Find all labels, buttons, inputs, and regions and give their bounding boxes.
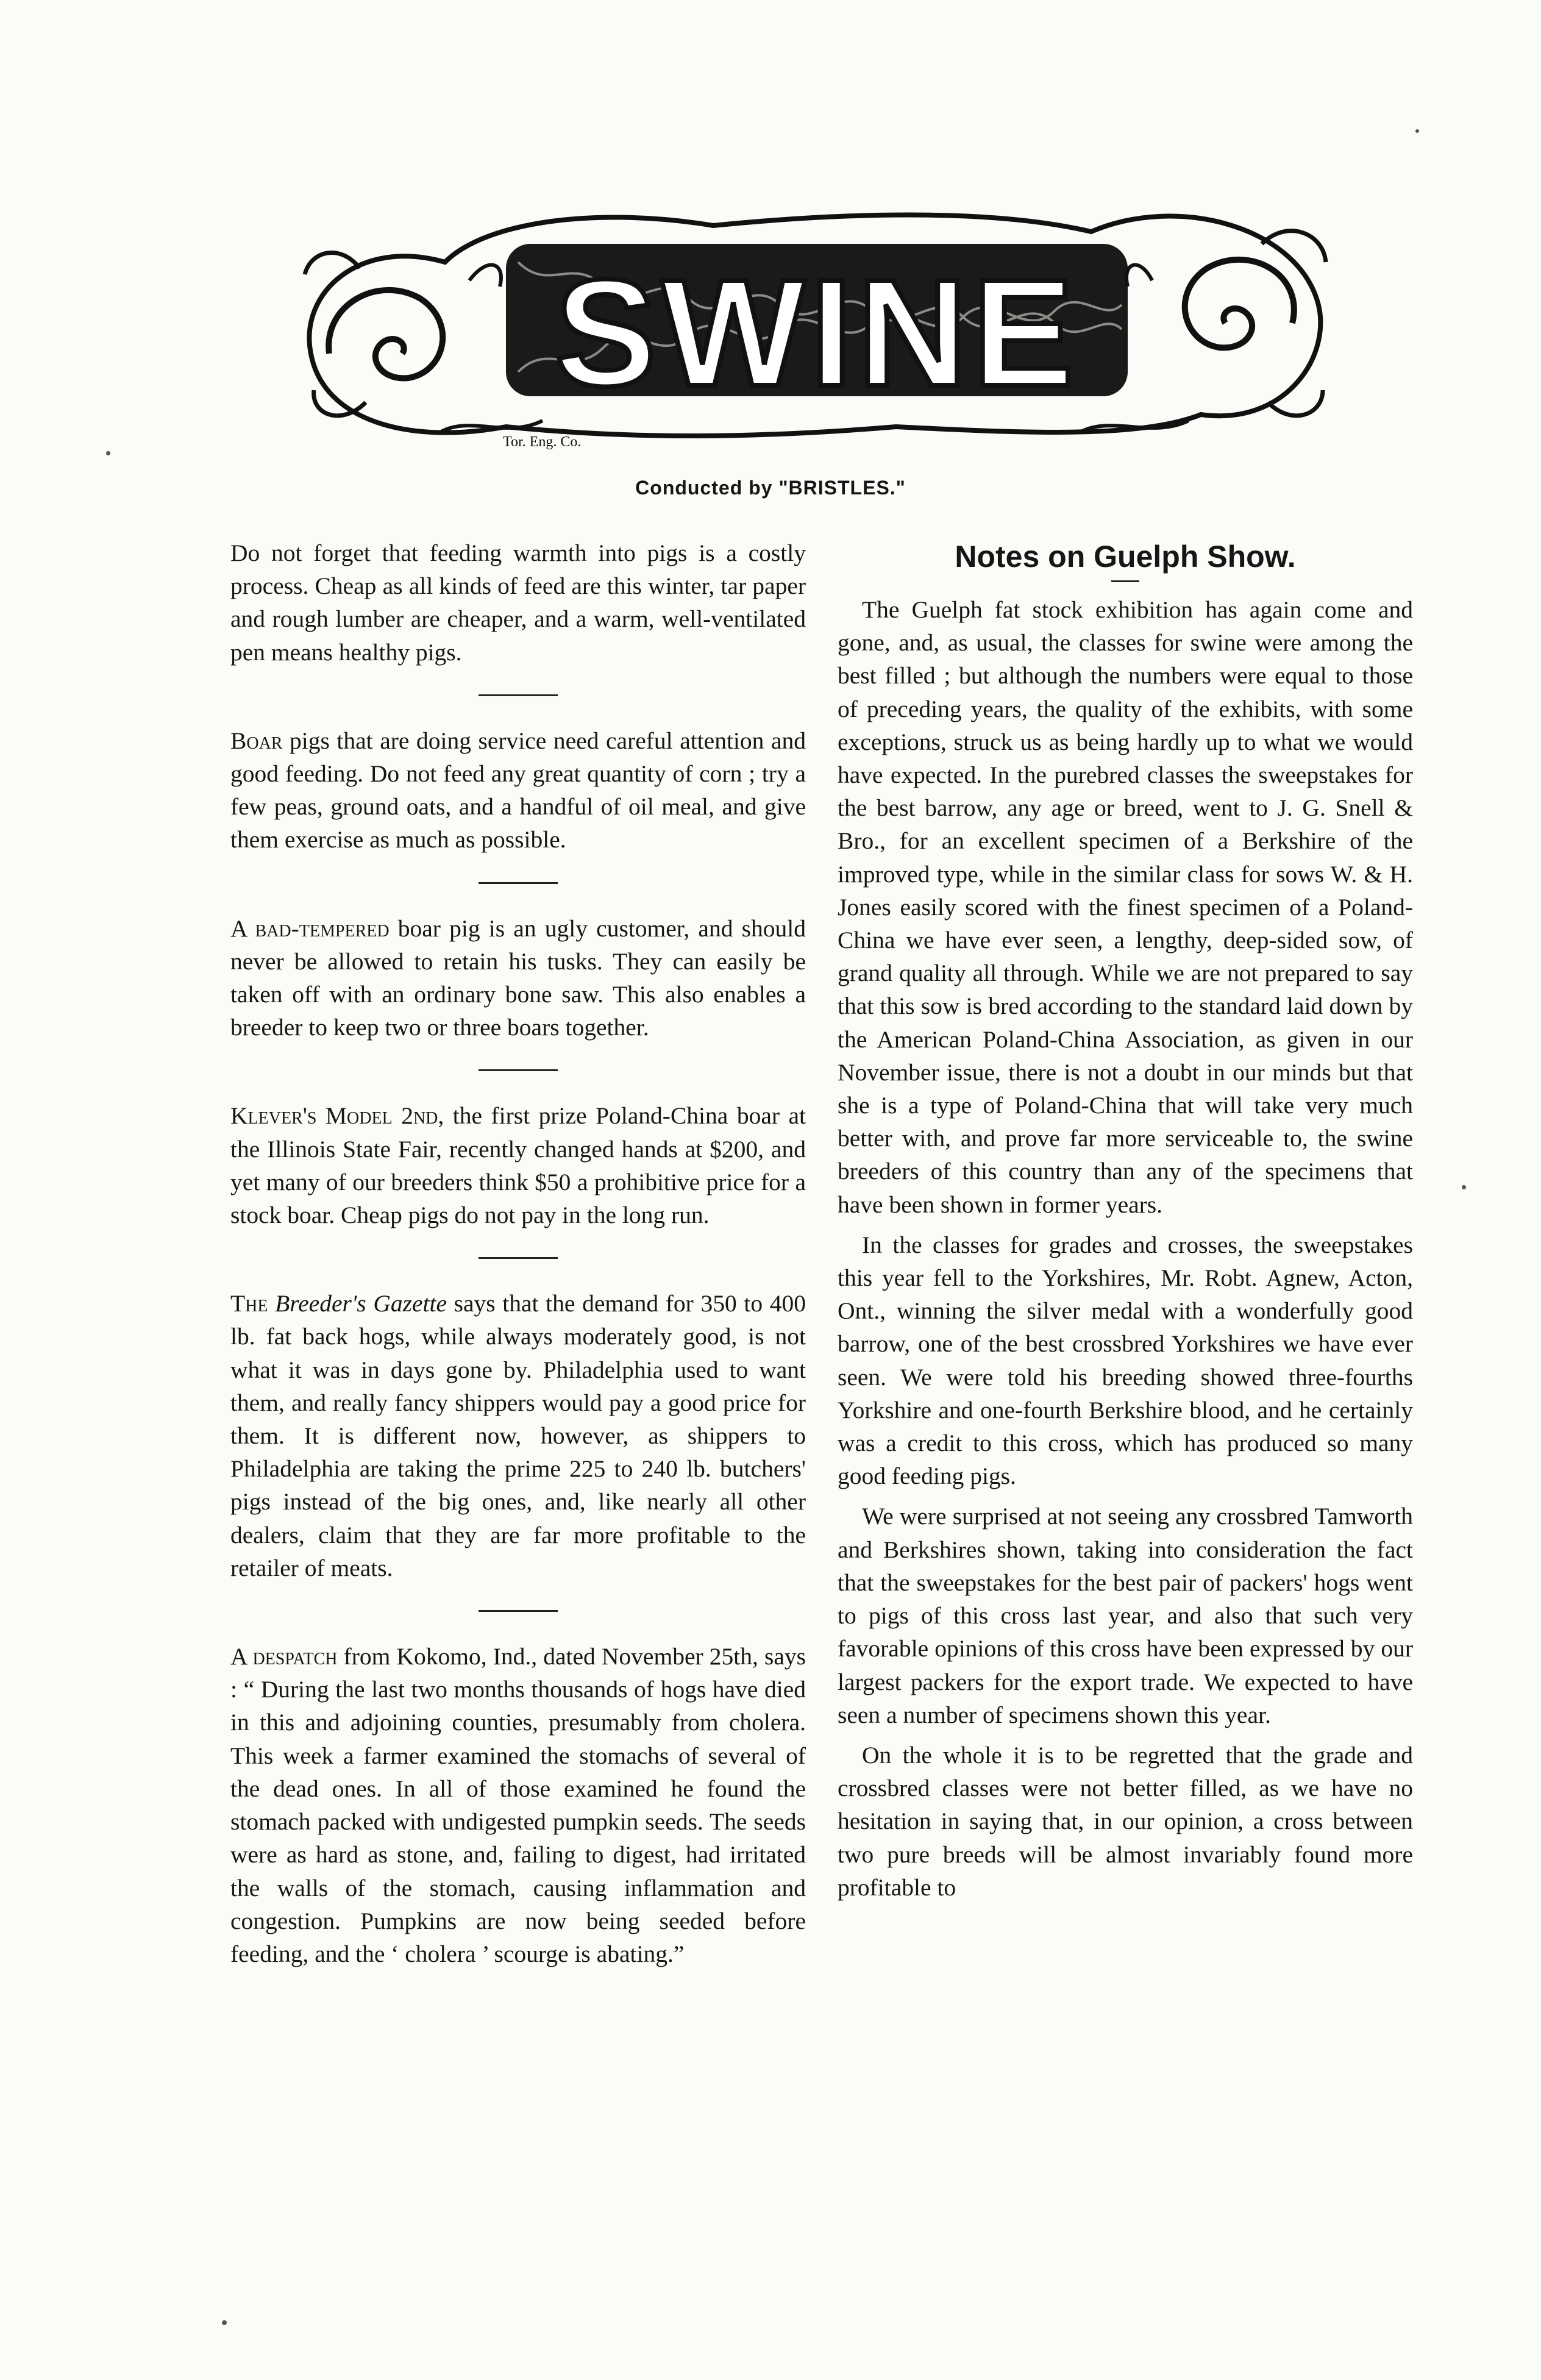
right-column [838,536,1413,1904]
paragraph-guelph-exhibition: The Guelph fat stock exhibition has again come and gone, and, as usual, the classes for swine were among the best filled ; but although the numbers were equal to those of preceding years, the quality of the exhibits, with some exceptions, struck us as being hardly up to what we would have expected. In the purebred classes the sweepstakes for the best barrow, any age or breed, went to J. G. Snell & Bro., for an excellent specimen of a Berkshire of the improved type, while in the similar class for sows W. & H. Jones easily scored with the finest specimen of a Poland-China we have ever seen, a lengthy, deep-sided sow, of grand quality all through. While we are not prepared to say that this sow is bred according to the standard laid down by the American Poland-China Association, as given in our November issue, there is not a doubt in our minds but that she is a type of Poland-China that will take very much better with, and prove far more serviceable to, the swine breeders of this country than any of the specimens that have been shown in former years. [838,596,1413,1218]
scan-speck [1415,129,1419,133]
byline: Conducted by "BRISTLES." [635,477,906,499]
separator-rule [479,1610,558,1612]
separator-rule [479,1257,558,1259]
paragraph-boar-pigs: Boar pigs that are doing service need careful attention and good feeding. Do not feed any great quantity of corn ; try a few peas, ground oats, and a handful of oil meal, and give them exercise as much as possible. [230,727,806,853]
engraver-mark: Tor. Eng. Co. [503,434,582,450]
paragraph-on-the-whole: On the whole it is to be regretted that the grade and crossbred classes were not better filled, as we have no hesitation in saying that, in our opinion, a cross between two pure breeds will be almost invariably found more profitable to [838,1741,1413,1901]
scan-speck [1462,1185,1466,1189]
separator-rule [479,882,558,884]
paragraph-tamworth-berkshire: We were surprised at not seeing any crossbred Tamworth and Berkshires shown, taking into consideration the fact that the sweepstakes for the best pair of packers' hogs went to pigs of this cross last year, and also that such very favorable opinions of this cross have been expressed by our largest packers for the export trade. We expected to have seen a number of specimens shown this year. [838,1503,1413,1728]
paragraph-bad-tempered-boar: A bad-tempered boar pig is an ugly customer, and should never be allowed to retain his tusks. They can easily be taken off with an ordinary bone saw. This also enables a breeder to keep two or three boars together. [230,914,806,1041]
paragraph-breeders-gazette: The Breeder's Gazette says that the demand for 350 to 400 lb. fat back hogs, while always moderately good, is not what it was in days gone by. Philadelphia used to want them, and really fancy shippers would pay a good price for them. It is different now, however, as shippers to Philadelphia are taking the prime 225 to 240 lb. butchers' pigs instead of the big ones, and, like nearly all other dealers, claim that they are far more profitable to the retailer of meats. [230,1290,806,1581]
swine-banner [286,171,1335,463]
banner-title: SWINE [555,248,1079,418]
paragraph-feeding-warmth: Do not forget that feeding warmth into pigs is a costly process. Cheap as all kinds of feed are this winter, tar paper and rough lumber are cheaper, and a warm, well-ventilated pen means healthy pigs. [230,540,806,666]
scan-speck [106,451,110,455]
paragraph-grades-crosses: In the classes for grades and crosses, the sweepstakes this year fell to the Yorkshires, Mr. Robt. Agnew, Acton, Ont., winning the silver medal with a wonderfully good barrow, one of the best crossbred Yorkshires we have ever seen. We were told his breeding showed three-fourths Yorkshire and one-fourth Berkshire blood, and he certainly was a credit to this cross, which has produced so many good feeding pigs. [838,1231,1413,1490]
heading-dash [1111,580,1139,582]
separator-rule [479,1069,558,1071]
scan-speck [222,2320,227,2325]
paragraph-kokomo-despatch: A despatch from Kokomo, Ind., dated November 25th, says : “ During the last two months thousands of hogs have died in this and adjoining counties, presumably from cholera. This week a farmer examined the stomachs of several of the dead ones. In all of those examined he found the stomach packed with undigested pumpkin seeds. The seeds were as hard as stone, and, failing to digest, had irritated the walls of the stomach, causing inflammation and congestion. Pumpkins are now being seeded before feeding, and the ‘ cholera ’ scourge is abating.” [230,1643,806,1967]
left-column [230,536,806,1970]
separator-rule [479,694,558,696]
article-heading: Notes on Guelph Show. [955,540,1296,574]
paragraph-klevers-model: Klever's Model 2nd, the first prize Poland-China boar at the Illinois State Fair, recently changed hands at $200, and yet many of our breeders think $50 a prohibitive price for a stock boar. Cheap pigs do not pay in the long run. [230,1102,806,1229]
